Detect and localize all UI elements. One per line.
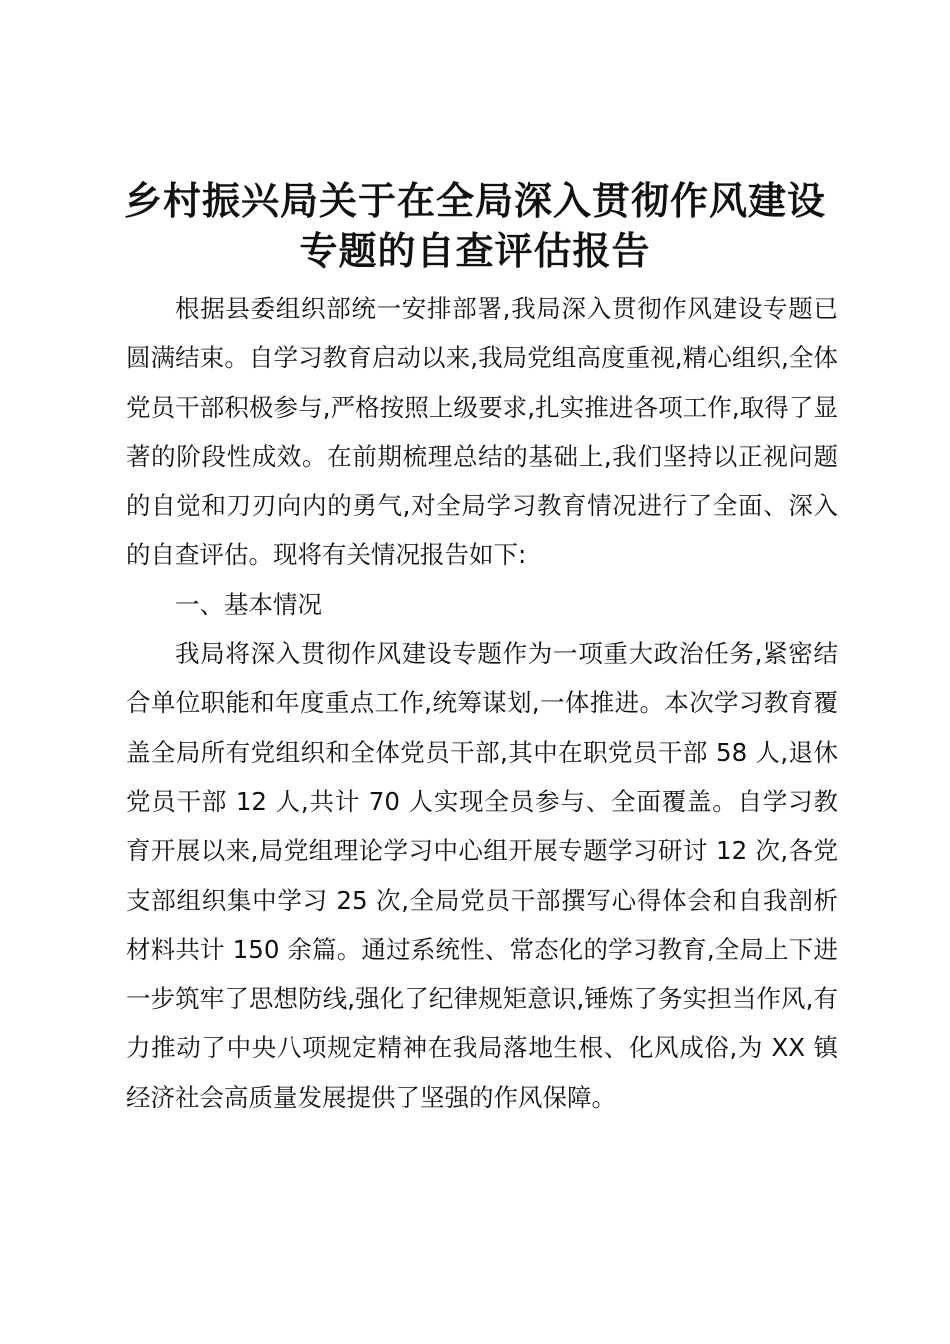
document-body bbox=[126, 284, 838, 1122]
section-heading: 一、基本情况 bbox=[175, 589, 322, 619]
section-paragraph: 我局将深入贯彻作风建设专题作为一项重大政治任务,紧密结合单位职能和年度重点工作,统筹谋划,一体推进。本次学习教育覆盖全局所有党组织和全体党员干部,其中在职党员干部 58 人,退休党员干部 12 人,共计 70 人实现全员参与、全面覆盖。自学习教育开展以来,局党组理论学习中心组开展专题学习研讨 12 次,各党支部组织集中学习 25 次,全局党员干部撰写心得体会和自我剖析材料共计 150 余篇。通过系统性、常态化的学习教育,全局上下进一步筑牢了思想防线,强化了纪律规矩意识,锤炼了务实担当作风,有力推动了中央八项规定精神在我局落地生根、化风成俗,为 XX 镇经济社会高质量发展提供了坚强的作风保障。 bbox=[126, 639, 838, 1112]
document-title: 乡村振兴局关于在全局深入贯彻作风建设专题的自查评估报告 bbox=[123, 179, 826, 273]
intro-paragraph: 根据县委组织部统一安排部署,我局深入贯彻作风建设专题已圆满结束。自学习教育启动以来,我局党组高度重视,精心组织,全体党员干部积极参与,严格按照上级要求,扎实推进各项工作,取得了显著的阶段性成效。在前期梳理总结的基础上,我们坚持以正视问题的自觉和刀刃向内的勇气,对全局学习教育情况进行了全面、深入的自查评估。现将有关情况报告如下: bbox=[126, 294, 838, 570]
